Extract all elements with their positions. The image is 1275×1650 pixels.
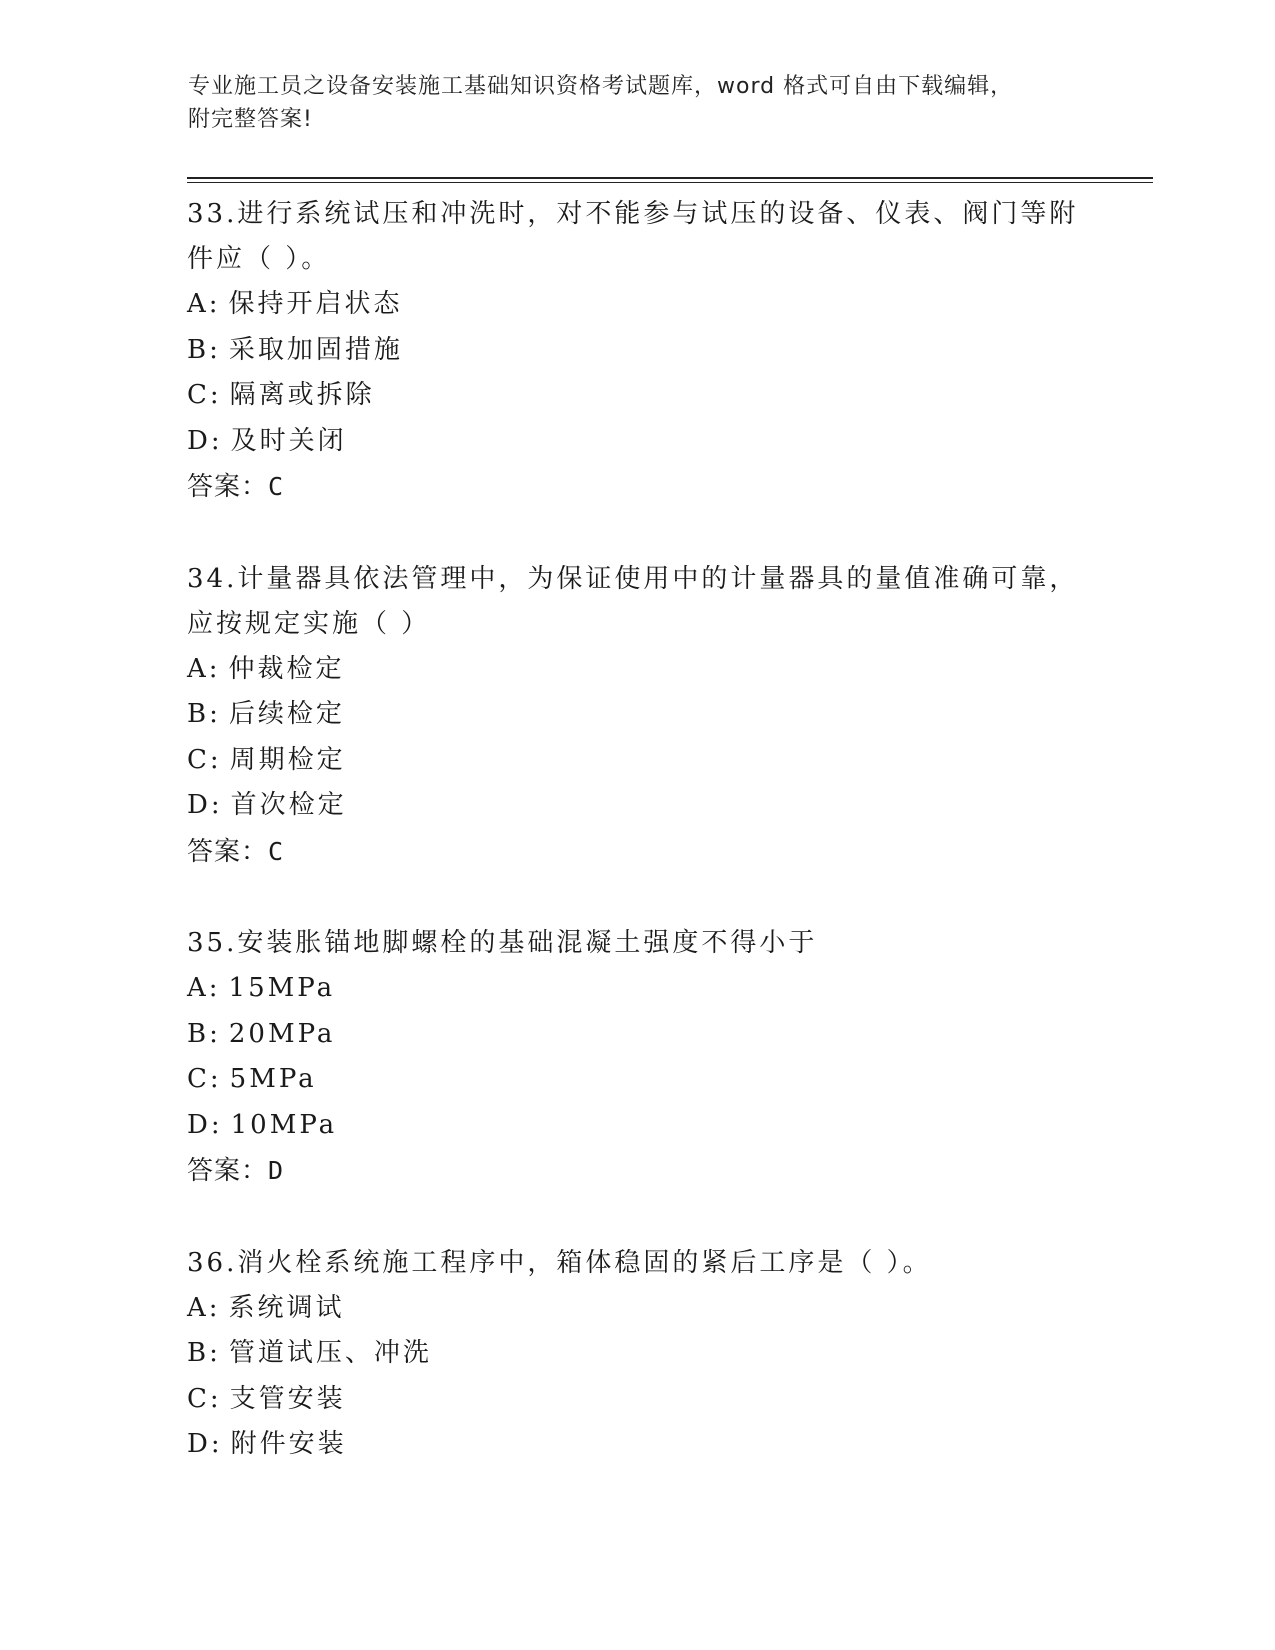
option-text: 采取加固措施 — [228, 334, 403, 365]
header-rule-thick — [187, 177, 1153, 179]
option-key: C: — [187, 1383, 222, 1414]
option-text: 10MPa — [230, 1109, 338, 1140]
option-key: D: — [187, 1109, 223, 1140]
answer-label: 答案： — [187, 1156, 269, 1186]
header-line-2: 附完整答案! — [188, 107, 313, 132]
option-key: B: — [187, 1338, 221, 1368]
header-line-1: 专业施工员之设备安装施工基础知识资格考试题库，word 格式可自由下载编辑， — [188, 74, 1014, 99]
option-key: D: — [187, 790, 223, 820]
option-text: 系统调试 — [228, 1292, 345, 1323]
option-text: 附件安装 — [230, 1429, 347, 1459]
option-text: 20MPa — [228, 1018, 336, 1049]
option-key: C: — [187, 1064, 222, 1094]
question-stem: 34.计量器具依法管理中，为保证使用中的计量器具的量值准确可靠，应按规定实施（ ） — [187, 563, 1079, 639]
option-c — [187, 1057, 1087, 1103]
option-key: C: — [187, 744, 222, 775]
option-c — [187, 1377, 1087, 1423]
question-stem: 36.消火栓系统施工程序中，箱体稳固的紧后工序是（ ）。 — [187, 1247, 932, 1278]
option-key: B: — [187, 1018, 221, 1049]
option-text: 周期检定 — [229, 744, 346, 775]
option-text: 后续检定 — [228, 699, 345, 729]
option-text: 隔离或拆除 — [229, 380, 375, 410]
answer-value: C — [268, 472, 285, 501]
option-text: 支管安装 — [229, 1383, 346, 1414]
question-36 — [187, 1241, 1087, 1468]
option-c — [187, 373, 1087, 419]
option-b — [187, 328, 1087, 374]
question-list — [187, 192, 1087, 1514]
header-rule-thin — [187, 182, 1153, 183]
question-stem: 35.安装胀锚地脚螺栓的基础混凝土强度不得小于 — [187, 928, 818, 958]
option-d — [187, 1103, 1087, 1149]
document-header — [188, 70, 1088, 136]
option-d — [187, 419, 1087, 465]
answer-label: 答案： — [187, 472, 269, 502]
option-key: B: — [187, 699, 221, 729]
question-35 — [187, 921, 1087, 1195]
option-b — [187, 1012, 1087, 1058]
option-text: 管道试压、冲洗 — [228, 1338, 432, 1368]
option-c — [187, 738, 1087, 784]
option-b — [187, 1331, 1087, 1377]
option-b — [187, 692, 1087, 738]
answer-value: D — [268, 1156, 285, 1185]
option-key: C: — [187, 380, 222, 410]
option-key: D: — [187, 425, 223, 456]
option-d — [187, 783, 1087, 829]
answer-line — [187, 829, 1087, 876]
option-a — [187, 966, 1087, 1012]
question-34 — [187, 557, 1087, 876]
answer-line — [187, 464, 1087, 511]
question-33 — [187, 192, 1087, 511]
option-d — [187, 1422, 1087, 1468]
option-text: 仲裁检定 — [228, 653, 345, 684]
answer-value: C — [268, 836, 285, 866]
option-key: A: — [187, 973, 221, 1003]
option-key: B: — [187, 334, 221, 365]
option-text: 15MPa — [228, 973, 336, 1003]
option-text: 首次检定 — [230, 790, 347, 820]
option-a — [187, 1286, 1087, 1332]
option-key: A: — [187, 1292, 221, 1323]
option-text: 5MPa — [229, 1064, 317, 1094]
option-text: 及时关闭 — [230, 425, 347, 456]
option-text: 保持开启状态 — [228, 289, 403, 319]
option-key: D: — [187, 1429, 223, 1459]
option-key: A: — [187, 653, 221, 684]
answer-line — [187, 1148, 1087, 1195]
question-stem: 33.进行系统试压和冲洗时，对不能参与试压的设备、仪表、阀门等附件应（ ）。 — [187, 199, 1079, 274]
option-key: A: — [187, 289, 221, 319]
answer-label: 答案： — [187, 836, 269, 867]
option-a — [187, 282, 1087, 328]
option-a — [187, 647, 1087, 693]
